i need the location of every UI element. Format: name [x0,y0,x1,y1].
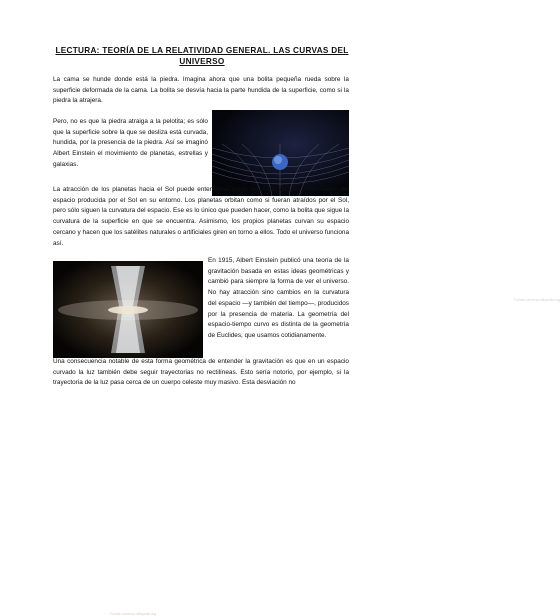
image-1-credit: Fuente: universo.wikipedia.org [514,298,560,302]
document-title: LECTURA: TEORÍA DE LA RELATIVIDAD GENERAL. LAS CURVAS DEL UNIVERSO [55,46,349,66]
paragraph-5: Una consecuencia notable de esta forma geométrica de entender la gravitación es que en un espacio curvado la luz también debe seguir trayectorias no rectilíneas. Esto sería notorio, por ejemplo, si la trayectoria de la luz pasa cerca de un cuerpo celeste muy masivo. Esta desviación no [53,358,349,387]
paragraph-2: Pero, no es que la piedra atraiga a la pelotita; es sólo que la superficie sobre la que se desliza está curvada, hundida, por la presencia de la piedra. Así se imaginó Albert Einstein el movimiento de planetas, estrellas y galaxias. [53,118,208,168]
paragraph-1: La cama se hunde donde está la piedra. Imagina ahora que una bolita pequeña rueda sobre la superficie deformada de la cama. La bolita se desvía hacia la parte hundida de la superficie, como si la piedra la atrajera. [53,76,349,105]
gravitational-lens-illustration [53,261,203,358]
paragraph-3: La atracción de los planetas hacia el Sol puede entenderse como resultado de una deformación del espacio producida por el Sol en su entorno. Los planetas orbitan como si fueran atraídos por el Sol, pero sólo siguen la curvatura del espacio. Ese es lo único que pueden hacer, como la bolita que sigue la curvatura de la superficie en que se encuentra. Asimismo, los propios planetas curvan su espacio cercano y hacen que los satélites naturales o artificiales giren en torno a ellos. Todo el universo funciona así. [53,186,349,247]
paragraph-4: En 1915, Albert Einstein publicó una teoría de la gravitación basada en estas ideas geométricas y cambió para siempre la forma de ver el universo. No hay atracción sino cambios en la curvatura del espacio —y también del tiempo—, producidos por la presencia de materia. La geometría del espacio-tiempo curvo es distinta de la geometría de Euclides, que usamos cotidianamente. [208,257,349,339]
image-2-credit: Fuente: universo.wikipedia.org [110,612,156,616]
spacetime-grid-illustration [212,110,349,196]
